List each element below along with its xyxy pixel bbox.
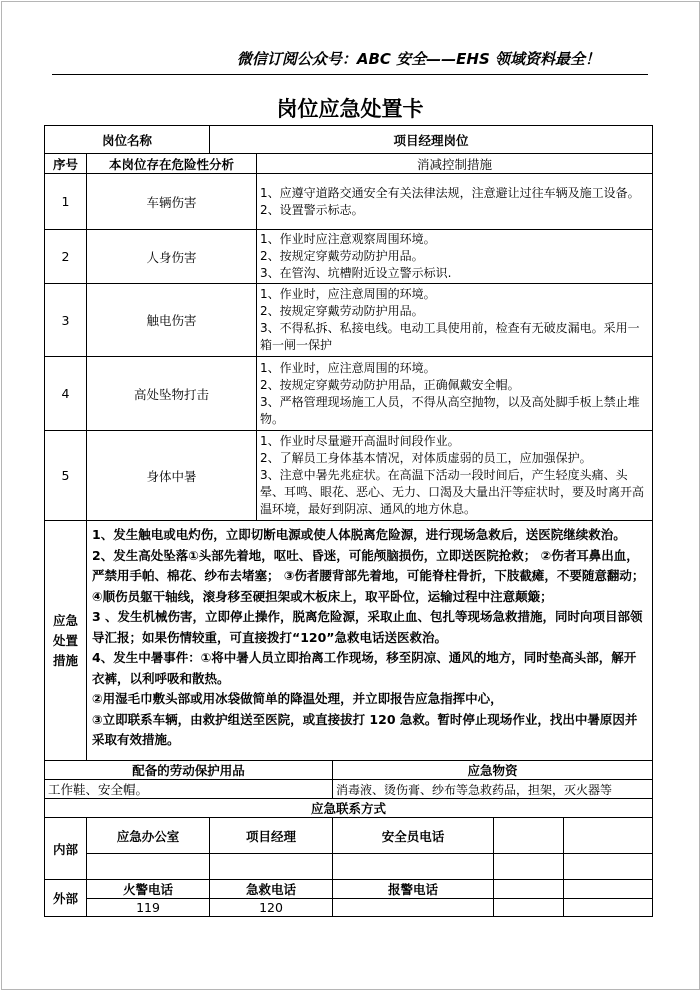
internal-header: 应急办公室	[87, 818, 210, 854]
measure-line: 1、作业时尽量避开高温时间段作业。	[260, 434, 460, 448]
measure-line: 2、按规定穿戴劳动防护用品，正确佩戴安全帽。	[260, 377, 520, 392]
risk-no: 5	[45, 431, 87, 521]
risk-no: 4	[45, 357, 87, 431]
post-value: 项目经理岗位	[210, 126, 653, 154]
supplies-value-row	[45, 780, 653, 799]
external-header: 急救电话	[210, 880, 333, 899]
supplies-value: 消毒液、烫伤膏、纱布等急救药品，担架，灭火器等	[333, 780, 653, 799]
emergency-card-table	[44, 125, 653, 917]
response-line: 1、发生触电或电灼伤，立即切断电源或使人体脱离危险源，进行现场急救后，送医院继续救治。	[92, 527, 626, 542]
measure-line: 1、作业时应注意观察周围环境。	[260, 232, 436, 246]
risk-hazard: 触电伤害	[87, 284, 257, 357]
measure-line: 1、作业时，应注意周围的环境。	[260, 287, 436, 301]
external-label: 外部	[45, 880, 87, 917]
internal-header: 安全员电话	[333, 818, 494, 854]
risk-no: 3	[45, 284, 87, 357]
response-line: ③立即联系车辆，由救护组送至医院，或直接拔打 120 急救。暂时停止现场作业，找出中暑原因并采取有效措施。	[92, 711, 638, 747]
risk-measures	[257, 230, 653, 284]
external-values-row	[45, 899, 653, 917]
supplies-label: 应急物资	[333, 761, 653, 780]
risk-measures	[257, 431, 653, 521]
risk-row	[45, 174, 653, 230]
external-value	[494, 899, 564, 917]
document-header: 微信订阅公众号：ABC 安全——EHS 领域资料最全！	[236, 50, 600, 68]
risk-hazard: 高处坠物打击	[87, 357, 257, 431]
measure-line: 3、注意中暑先兆症状。在高温下活动一段时间后，产生轻度头痛、头晕、耳鸣、眼花、恶心、无力、口渴及大量出汗等症状时，要及时离开高温环境，最好到阴凉、通风的地方休息。	[260, 468, 645, 516]
internal-value	[87, 854, 210, 880]
post-label: 岗位名称	[45, 126, 210, 154]
external-header	[564, 880, 653, 899]
external-value	[564, 899, 653, 917]
col-header-hazard: 本岗位存在危险性分析	[87, 154, 257, 174]
contacts-label: 应急联系方式	[45, 799, 653, 818]
measure-line: 1、作业时，应注意周围的环境。	[260, 360, 436, 375]
measure-line: 3、严格管理现场施工人员，不得从高空抛物，以及高处脚手板上禁止堆物。	[260, 394, 640, 426]
post-row	[45, 126, 653, 154]
risk-no: 2	[45, 230, 87, 284]
response-line: 2、发生高处坠落①头部先着地，呕吐、昏迷，可能颅脑损伤，立即送医院抢救； ②伤者耳鼻出血，严禁用手帕、棉花、纱布去堵塞； ③伤者腰背部先着地，可能脊柱骨折，下肢截瘫，不要随意翻动； ④顺伤员躯干轴线，滚身移至硬担架或木板床上，取平卧位，运输过程中注意颠簸；	[92, 547, 645, 604]
header-divider	[52, 74, 648, 75]
external-value: 119	[87, 899, 210, 917]
col-header-measures: 消减控制措施	[257, 154, 653, 174]
measure-line: 2、按规定穿戴劳动防护用品。	[260, 304, 424, 318]
ppe-value: 工作鞋、安全帽。	[45, 780, 333, 799]
risk-hazard: 身体中暑	[87, 431, 257, 521]
risk-no: 1	[45, 174, 87, 230]
response-line: 3 、发生机械伤害，立即停止操作，脱离危险源，采取止血、包扎等现场急救措施，同时向项目部领导汇报；如果伤情较重，可直接拨打“120”急救电话送医救治。	[92, 609, 643, 645]
response-line: 4、发生中暑事件：①将中暑人员立即抬离工作现场，移至阴凉、通风的地方，同时垫高头部，解开衣裤，以利呼吸和散热。	[92, 650, 637, 686]
risk-header-row	[45, 154, 653, 174]
response-label: 应急 处置 措施	[45, 521, 87, 761]
contacts-header-row	[45, 799, 653, 818]
internal-label: 内部	[45, 818, 87, 880]
internal-value	[564, 854, 653, 880]
external-value: 120	[210, 899, 333, 917]
internal-value	[210, 854, 333, 880]
col-header-no: 序号	[45, 154, 87, 174]
risk-row	[45, 230, 653, 284]
risk-measures	[257, 174, 653, 230]
measure-line: 3、不得私拆、私接电线。电动工具使用前，检查有无破皮漏电。采用一箱一闸一保护	[260, 321, 640, 352]
risk-hazard: 车辆伤害	[87, 174, 257, 230]
risk-hazard: 人身伤害	[87, 230, 257, 284]
internal-header	[564, 818, 653, 854]
measure-line: 2、了解员工身体基本情况，对体质虚弱的员工，应加强保护。	[260, 451, 592, 465]
risk-row	[45, 357, 653, 431]
internal-values-row	[45, 854, 653, 880]
risk-row	[45, 284, 653, 357]
supplies-header-row	[45, 761, 653, 780]
external-header: 火警电话	[87, 880, 210, 899]
response-row	[45, 521, 653, 761]
external-header	[494, 880, 564, 899]
external-header: 报警电话	[333, 880, 494, 899]
risk-row	[45, 431, 653, 521]
internal-value	[333, 854, 494, 880]
internal-value	[494, 854, 564, 880]
internal-contacts-row	[45, 818, 653, 854]
internal-header: 项目经理	[210, 818, 333, 854]
measure-line: 2、设置警示标志。	[260, 202, 364, 217]
risk-measures	[257, 284, 653, 357]
risk-measures	[257, 357, 653, 431]
measure-line: 1、应遵守道路交通安全有关法律法规，注意避让过往车辆及施工设备。	[260, 185, 640, 200]
measure-line: 2、按规定穿戴劳动防护用品。	[260, 249, 424, 263]
document-title: 岗位应急处置卡	[276, 97, 424, 121]
response-measures	[87, 521, 653, 761]
ppe-label: 配备的劳动保护用品	[45, 761, 333, 780]
response-line: ②用湿毛巾敷头部或用冰袋做简单的降温处理，并立即报告应急指挥中心，	[92, 691, 503, 706]
measure-line: 3、在管沟、坑槽附近设立警示标识.	[260, 266, 452, 280]
external-value	[333, 899, 494, 917]
external-contacts-row	[45, 880, 653, 899]
internal-header	[494, 818, 564, 854]
